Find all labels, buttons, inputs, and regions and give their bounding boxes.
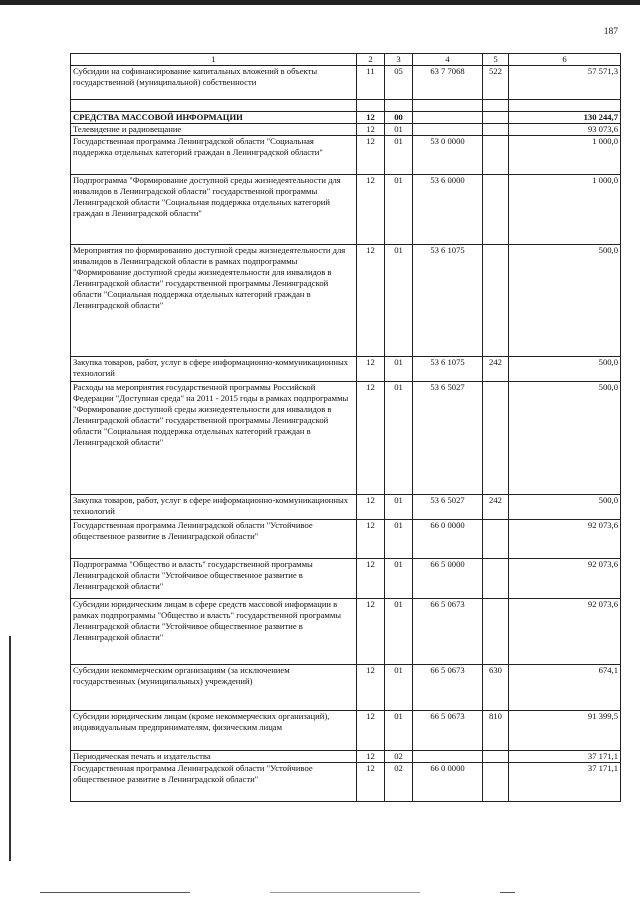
row-expense-type bbox=[483, 559, 509, 599]
table-row bbox=[71, 245, 621, 357]
row-name: СРЕДСТВА МАССОВОЙ ИНФОРМАЦИИ bbox=[71, 112, 357, 124]
row-expense-type: 522 bbox=[483, 66, 509, 100]
table-row bbox=[71, 136, 621, 175]
row-subsection: 05 bbox=[385, 66, 413, 100]
row-amount: 674,1 bbox=[509, 665, 621, 711]
table-row bbox=[71, 520, 621, 559]
row-subsection: 02 bbox=[385, 751, 413, 763]
row-section: 12 bbox=[357, 357, 385, 382]
row-amount: 500,0 bbox=[509, 245, 621, 357]
row-target-article: 66 5 0673 bbox=[413, 665, 483, 711]
row-name: Периодическая печать и издательства bbox=[71, 751, 357, 763]
row-target-article: 66 0 0000 bbox=[413, 763, 483, 802]
row-section: 12 bbox=[357, 124, 385, 136]
row-section: 12 bbox=[357, 520, 385, 559]
row-target-article: 53 0 0000 bbox=[413, 136, 483, 175]
row-target-article: 66 5 0673 bbox=[413, 711, 483, 751]
row-subsection: 01 bbox=[385, 124, 413, 136]
row-expense-type bbox=[483, 175, 509, 245]
row-target-article bbox=[413, 751, 483, 763]
table-row bbox=[71, 124, 621, 136]
row-section bbox=[357, 100, 385, 112]
row-amount: 92 073,6 bbox=[509, 559, 621, 599]
row-target-article: 53 6 0000 bbox=[413, 175, 483, 245]
row-expense-type bbox=[483, 599, 509, 665]
row-expense-type bbox=[483, 763, 509, 802]
row-expense-type: 810 bbox=[483, 711, 509, 751]
footer-line-left bbox=[40, 892, 190, 893]
row-amount: 500,0 bbox=[509, 495, 621, 520]
row-amount: 500,0 bbox=[509, 382, 621, 495]
row-amount: 500,0 bbox=[509, 357, 621, 382]
row-section: 12 bbox=[357, 763, 385, 802]
table-row bbox=[71, 599, 621, 665]
row-name: Закупка товаров, работ, услуг в сфере информационно-коммуникационных технологий bbox=[71, 357, 357, 382]
row-amount: 91 399,5 bbox=[509, 711, 621, 751]
row-target-article: 66 5 0000 bbox=[413, 559, 483, 599]
row-name: Государственная программа Ленинградской области "Социальная поддержка отдельных категорий граждан в Ленинградской области" bbox=[71, 136, 357, 175]
table-row bbox=[71, 382, 621, 495]
row-subsection: 01 bbox=[385, 665, 413, 711]
row-section: 12 bbox=[357, 559, 385, 599]
row-amount: 93 073,6 bbox=[509, 124, 621, 136]
table-row bbox=[71, 100, 621, 112]
row-amount: 1 000,0 bbox=[509, 136, 621, 175]
row-amount: 1 000,0 bbox=[509, 175, 621, 245]
row-expense-type: 242 bbox=[483, 495, 509, 520]
row-target-article: 66 0 0000 bbox=[413, 520, 483, 559]
row-name: Расходы на мероприятия государственной программы Российской Федерации "Доступная среда" на 2011 - 2015 годы в рамках подпрограммы "Формирование доступной среды жизнедеятельности для инвалидов в Ленинградской области" государственной программы Ленинградской области "Социальная поддержка отдельных категорий граждан в Ленинградской области" bbox=[71, 382, 357, 495]
row-expense-type bbox=[483, 112, 509, 124]
row-section: 12 bbox=[357, 665, 385, 711]
row-section: 12 bbox=[357, 711, 385, 751]
row-subsection: 00 bbox=[385, 112, 413, 124]
row-name: Государственная программа Ленинградской области "Устойчивое общественное развитие в Ленинградской области" bbox=[71, 520, 357, 559]
row-section: 12 bbox=[357, 751, 385, 763]
row-section: 12 bbox=[357, 599, 385, 665]
row-amount bbox=[509, 100, 621, 112]
page-number: 187 bbox=[603, 27, 618, 37]
table-row bbox=[71, 763, 621, 802]
table-row bbox=[71, 711, 621, 751]
row-subsection: 01 bbox=[385, 382, 413, 495]
column-header-5: 5 bbox=[483, 54, 509, 66]
row-name: Государственная программа Ленинградской области "Устойчивое общественное развитие в Ленинградской области" bbox=[71, 763, 357, 802]
row-name: Телевидение и радиовещание bbox=[71, 124, 357, 136]
table-row bbox=[71, 112, 621, 124]
budget-table bbox=[70, 53, 621, 802]
row-expense-type bbox=[483, 124, 509, 136]
top-border-line bbox=[0, 0, 640, 5]
row-subsection: 01 bbox=[385, 495, 413, 520]
row-amount: 130 244,7 bbox=[509, 112, 621, 124]
row-subsection: 01 bbox=[385, 175, 413, 245]
row-subsection: 01 bbox=[385, 599, 413, 665]
row-expense-type bbox=[483, 751, 509, 763]
row-name: Мероприятия по формированию доступной среды жизнедеятельности для инвалидов в Ленинградской области в рамках подпрограммы "Формирование доступной среды жизнедеятельности для инвалидов в Ленинградской области" государственной программы Ленинградской области "Социальная поддержка отдельных категорий граждан в Ленинградской области" bbox=[71, 245, 357, 357]
row-amount: 92 073,6 bbox=[509, 520, 621, 559]
row-subsection bbox=[385, 100, 413, 112]
row-subsection: 02 bbox=[385, 763, 413, 802]
row-subsection: 01 bbox=[385, 559, 413, 599]
row-expense-type bbox=[483, 382, 509, 495]
row-amount: 37 171,1 bbox=[509, 751, 621, 763]
row-section: 12 bbox=[357, 112, 385, 124]
table-row bbox=[71, 175, 621, 245]
row-amount: 57 571,3 bbox=[509, 66, 621, 100]
table-row bbox=[71, 66, 621, 100]
table-row bbox=[71, 357, 621, 382]
row-expense-type bbox=[483, 520, 509, 559]
row-section: 12 bbox=[357, 245, 385, 357]
row-name: Субсидии на софинансирование капитальных вложений в объекты государственной (муниципальной) собственности bbox=[71, 66, 357, 100]
table-header-row bbox=[71, 54, 621, 66]
row-target-article: 63 7 7068 bbox=[413, 66, 483, 100]
column-header-4: 4 bbox=[413, 54, 483, 66]
row-name: Субсидии некоммерческим организациям (за исключением государственных (муниципальных) учреждений) bbox=[71, 665, 357, 711]
row-section: 12 bbox=[357, 495, 385, 520]
footer-line-right bbox=[500, 892, 515, 893]
table-body bbox=[71, 66, 621, 802]
row-subsection: 01 bbox=[385, 136, 413, 175]
row-name: Субсидии юридическим лицам (кроме некоммерческих организаций), индивидуальным предпринимателям, физическим лицам bbox=[71, 711, 357, 751]
table-row bbox=[71, 495, 621, 520]
table-row bbox=[71, 751, 621, 763]
row-expense-type bbox=[483, 136, 509, 175]
row-target-article bbox=[413, 100, 483, 112]
row-section: 11 bbox=[357, 66, 385, 100]
row-section: 12 bbox=[357, 136, 385, 175]
row-amount: 37 171,1 bbox=[509, 763, 621, 802]
row-subsection: 01 bbox=[385, 711, 413, 751]
row-subsection: 01 bbox=[385, 245, 413, 357]
row-expense-type bbox=[483, 245, 509, 357]
row-target-article: 53 6 5027 bbox=[413, 495, 483, 520]
row-target-article: 53 6 5027 bbox=[413, 382, 483, 495]
row-section: 12 bbox=[357, 382, 385, 495]
table-row bbox=[71, 559, 621, 599]
row-subsection: 01 bbox=[385, 520, 413, 559]
row-expense-type bbox=[483, 100, 509, 112]
column-header-6: 6 bbox=[509, 54, 621, 66]
row-name: Субсидии юридическим лицам в сфере средств массовой информации в рамках подпрограммы "Общество и власть" государственной программы Ленинградской области "Устойчивое общественное развитие в Ленинградской области" bbox=[71, 599, 357, 665]
footer-line-middle bbox=[270, 892, 420, 893]
column-header-2: 2 bbox=[357, 54, 385, 66]
row-target-article bbox=[413, 124, 483, 136]
row-section: 12 bbox=[357, 175, 385, 245]
table-row bbox=[71, 665, 621, 711]
row-name: Подпрограмма "Формирование доступной среды жизнедеятельности для инвалидов в Ленинградской области" государственной программы Ленинградской области "Социальная поддержка отдельных категорий граждан в Ленинградской области" bbox=[71, 175, 357, 245]
row-amount: 92 073,6 bbox=[509, 599, 621, 665]
column-header-3: 3 bbox=[385, 54, 413, 66]
column-header-1: 1 bbox=[71, 54, 357, 66]
row-target-article bbox=[413, 112, 483, 124]
row-subsection: 01 bbox=[385, 357, 413, 382]
row-name bbox=[71, 100, 357, 112]
row-expense-type: 242 bbox=[483, 357, 509, 382]
scan-margin-mark bbox=[9, 636, 11, 861]
row-target-article: 66 5 0673 bbox=[413, 599, 483, 665]
row-name: Закупка товаров, работ, услуг в сфере информационно-коммуникационных технологий bbox=[71, 495, 357, 520]
row-target-article: 53 6 1075 bbox=[413, 245, 483, 357]
row-name: Подпрограмма "Общество и власть" государственной программы Ленинградской области "Устойчивое общественное развитие в Ленинградской области" bbox=[71, 559, 357, 599]
row-expense-type: 630 bbox=[483, 665, 509, 711]
row-target-article: 53 6 1075 bbox=[413, 357, 483, 382]
